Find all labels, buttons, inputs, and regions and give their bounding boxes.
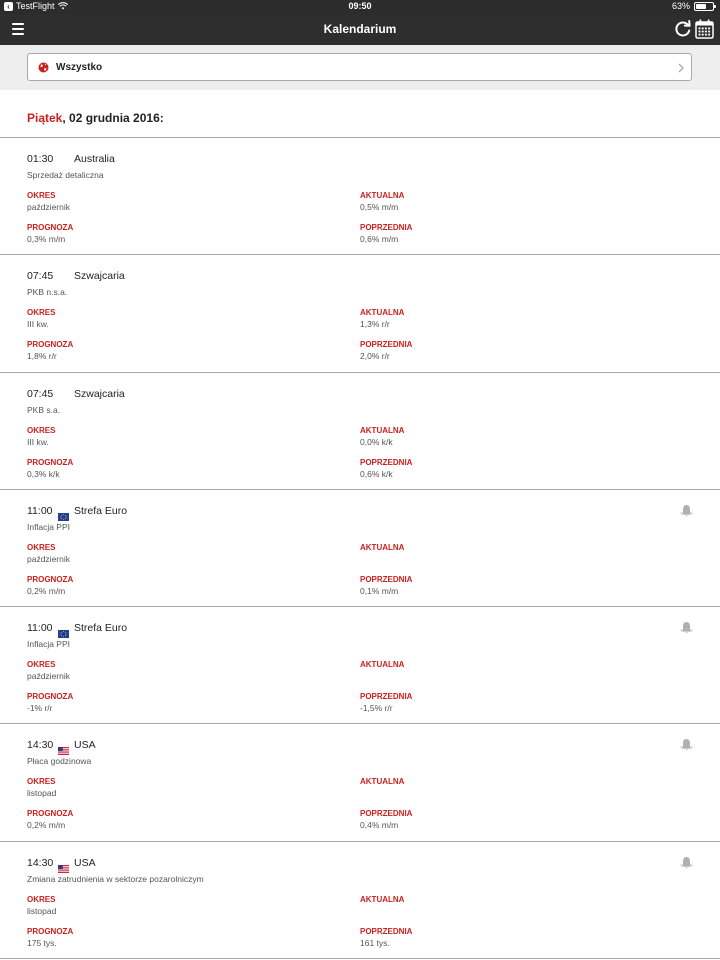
event-item[interactable] — [0, 724, 720, 841]
event-time: 07:45 — [27, 270, 54, 283]
poprzednia-value: 0,4% m/m — [360, 820, 399, 831]
event-time: 01:30 — [27, 153, 54, 165]
poprzednia-value: 2,0% r/r — [360, 351, 390, 362]
aktualna-value: 0,0% k/k — [360, 436, 393, 447]
event-country: Strefa Euro — [74, 622, 128, 635]
event-item[interactable] — [0, 842, 720, 959]
okres-label: OKRES — [27, 542, 56, 552]
us-flag-icon — [58, 742, 69, 750]
okres-value: listopad — [27, 788, 57, 799]
aktualna-label: AKTUALNA — [360, 660, 405, 670]
okres-value: III kw. — [27, 319, 49, 330]
event-country: Szwajcaria — [74, 387, 125, 400]
poprzednia-value: 0,6% k/k — [360, 468, 393, 479]
aktualna-label: AKTUALNA — [360, 777, 405, 787]
aktualna-label: AKTUALNA — [360, 894, 405, 904]
eu-flag-icon — [58, 508, 69, 516]
poprzednia-value: -1,5% r/r — [360, 703, 393, 714]
prognoza-label: PROGNOZA — [27, 809, 74, 819]
event-time: 11:00 — [27, 504, 53, 517]
poprzednia-label: POPRZEDNIA — [360, 574, 413, 584]
eu-flag-icon — [58, 625, 69, 633]
okres-label: OKRES — [27, 777, 56, 787]
event-indicator: PKB s.a. — [27, 404, 61, 415]
event-indicator: Płaca godzinowa — [27, 756, 92, 767]
event-list — [0, 138, 720, 959]
event-indicator: Zmiana zatrudnienia w sektorze pozarolniczym — [27, 873, 204, 884]
prognoza-label: PROGNOZA — [27, 926, 74, 936]
calendar-icon[interactable] — [695, 19, 714, 39]
event-indicator: PKB n.s.a. — [27, 287, 68, 298]
prognoza-value: 0,3% m/m — [27, 234, 66, 244]
bell-icon[interactable] — [680, 504, 693, 518]
prognoza-label: PROGNOZA — [27, 457, 74, 467]
date-header-date: , 02 grudnia 2016: — [62, 111, 164, 125]
region-filter-select[interactable] — [27, 53, 692, 81]
chevron-right-icon — [678, 63, 684, 73]
prognoza-value: -1% r/r — [27, 703, 53, 714]
bell-icon[interactable] — [680, 621, 693, 635]
prognoza-value: 0,2% m/m — [27, 585, 66, 596]
nav-bar — [0, 14, 720, 45]
globe-icon — [38, 62, 49, 73]
back-chevron-icon: ‹ — [4, 2, 13, 11]
poprzednia-label: POPRZEDNIA — [360, 457, 413, 467]
aktualna-value: 1,3% r/r — [360, 319, 390, 330]
event-indicator: Inflacja PPI — [27, 521, 70, 532]
event-country: Strefa Euro — [74, 504, 128, 517]
event-indicator: Inflacja PPI — [27, 639, 70, 650]
aktualna-label: AKTUALNA — [360, 542, 405, 552]
filter-label: Wszystko — [56, 62, 103, 73]
status-time: 09:50 — [348, 1, 372, 11]
aktualna-label: AKTUALNA — [360, 191, 405, 200]
event-time: 07:45 — [27, 387, 54, 400]
okres-label: OKRES — [27, 425, 56, 435]
event-item[interactable] — [0, 373, 720, 490]
event-time: 14:30 — [27, 856, 54, 869]
event-country: Szwajcaria — [74, 270, 125, 283]
poprzednia-label: POPRZEDNIA — [360, 340, 413, 350]
okres-value: październik — [27, 202, 70, 212]
event-time: 11:00 — [27, 622, 53, 635]
poprzednia-label: POPRZEDNIA — [360, 692, 413, 702]
prognoza-label: PROGNOZA — [27, 340, 74, 350]
battery-percent: 63% — [671, 1, 690, 11]
aktualna-label: AKTUALNA — [360, 308, 405, 318]
filter-bar — [0, 45, 720, 90]
refresh-icon[interactable] — [674, 20, 692, 38]
okres-value: październik — [27, 671, 70, 682]
prognoza-value: 1,8% r/r — [27, 351, 57, 362]
okres-label: OKRES — [27, 894, 56, 904]
battery-icon — [694, 2, 714, 11]
us-flag-icon — [58, 860, 69, 868]
prognoza-label: PROGNOZA — [27, 574, 74, 584]
okres-value: październik — [27, 553, 70, 564]
poprzednia-label: POPRZEDNIA — [360, 809, 413, 819]
prognoza-value: 0,2% m/m — [27, 820, 66, 831]
okres-label: OKRES — [27, 308, 56, 318]
page-title: Kalendarium — [323, 22, 397, 36]
back-app-label: TestFlight — [16, 1, 55, 11]
event-item[interactable] — [0, 255, 720, 372]
poprzednia-value: 0,6% m/m — [360, 234, 399, 244]
status-bar — [0, 0, 720, 14]
event-indicator: Sprzedaż detaliczna — [27, 170, 104, 180]
date-header — [27, 111, 164, 125]
prognoza-label: PROGNOZA — [27, 692, 74, 702]
aktualna-value: 0,5% m/m — [360, 202, 399, 212]
prognoza-value: 175 tys. — [27, 937, 57, 948]
aktualna-label: AKTUALNA — [360, 425, 405, 435]
battery-level — [696, 4, 706, 9]
prognoza-label: PROGNOZA — [27, 223, 74, 232]
event-item[interactable] — [0, 490, 720, 607]
bell-icon[interactable] — [680, 856, 693, 870]
okres-value: listopad — [27, 905, 57, 916]
date-header-day: Piątek — [27, 111, 63, 125]
poprzednia-value: 0,1% m/m — [360, 585, 399, 596]
event-country: USA — [74, 856, 96, 869]
event-time: 14:30 — [27, 739, 54, 752]
prognoza-value: 0,3% k/k — [27, 468, 60, 479]
poprzednia-label: POPRZEDNIA — [360, 926, 413, 936]
event-country: Australia — [74, 153, 115, 165]
bell-icon[interactable] — [680, 738, 693, 752]
okres-label: OKRES — [27, 660, 56, 670]
event-country: USA — [74, 739, 96, 752]
poprzednia-label: POPRZEDNIA — [360, 223, 413, 232]
event-item[interactable] — [0, 138, 720, 255]
okres-label: OKRES — [27, 191, 56, 200]
event-item[interactable] — [0, 607, 720, 724]
okres-value: III kw. — [27, 436, 49, 447]
poprzednia-value: 161 tys. — [360, 937, 390, 948]
